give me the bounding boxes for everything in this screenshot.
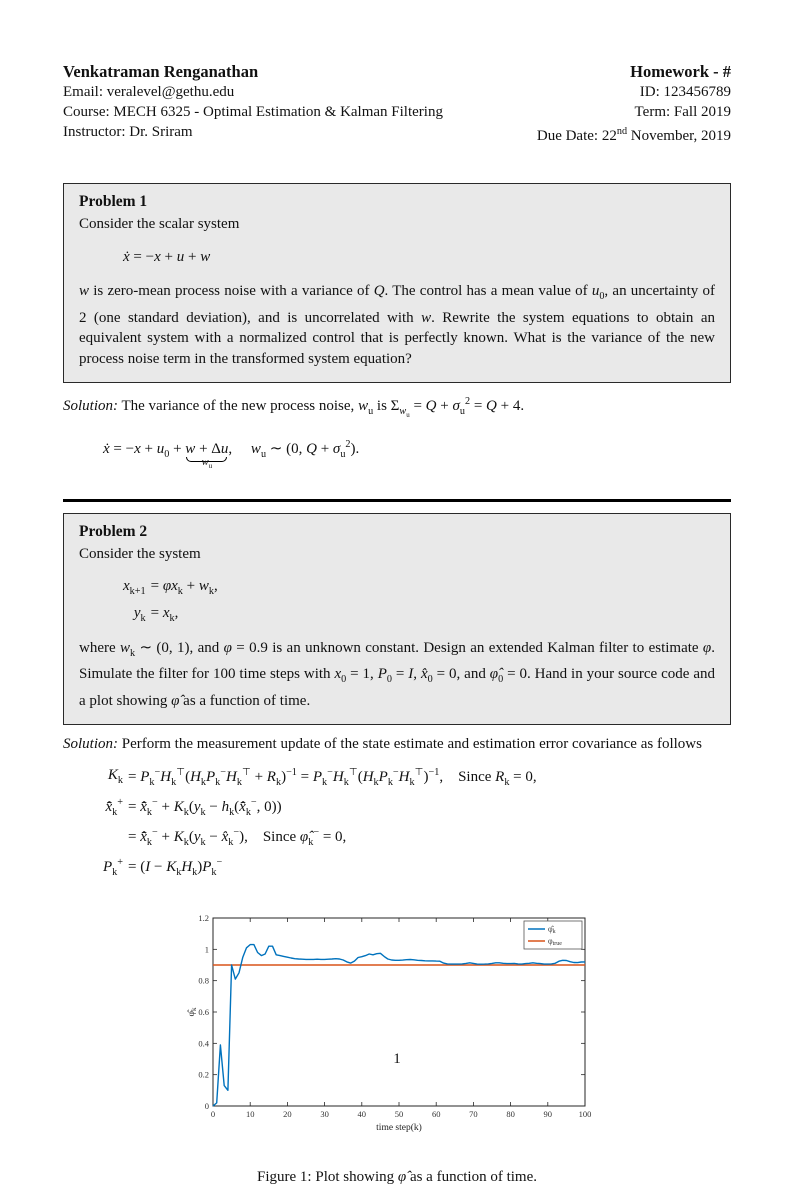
problem-1-body: w is zero-mean process noise with a variance of Q. The control has a mean value of $u_0$, an uncertainty of 2 (one standard deviation), and is uncorrelated with w. Rewrite the system equations to obtain an equivalent system with a normalized control that is perfectly known. What is the variance of the new process noise term in the transformed system equation?: [79, 283, 716, 367]
page-number: 1: [393, 1051, 401, 1067]
author-name: Venkatraman Renganathan: [63, 62, 259, 81]
equation-lhs: $K_k$: [107, 766, 124, 786]
problem-1-title: Problem 1: [79, 193, 148, 210]
svg-text:0.8: 0.8: [198, 975, 209, 986]
course-line: Course: MECH 6325 - Optimal Estimation & Kalman Filtering: [63, 104, 443, 120]
solution-1-label: Solution:: [63, 398, 118, 414]
equation-rhs: = $(I - K_kH_k)P_k^-$: [128, 856, 223, 878]
equation-rhs: = $x̄̂_k^- + K_k(y_k$ − $h_k(x̄̂_k^-$, 0)): [128, 796, 282, 818]
solution-2-equations: [103, 767, 731, 878]
svg-text:0: 0: [204, 1100, 209, 1111]
problem-1-intro: Consider the scalar system: [79, 216, 240, 232]
equation-lhs: $y_k$: [133, 604, 146, 624]
phi-estimate-chart: [185, 908, 609, 1142]
problem-1-box: [63, 183, 731, 383]
svg-text:100: 100: [578, 1108, 592, 1119]
equation-lhs: $x_{k+1}$: [123, 577, 146, 597]
section-divider: [63, 499, 731, 502]
solution-1-equation: ẋ = $-x + u_0 + w + \Delta u$ $w_u$ , $w_u$ ∼ (0, $Q + \sigma_u^2$).: [103, 438, 360, 470]
svg-text:90: 90: [543, 1108, 553, 1119]
svg-text:φ̂k: φ̂k: [548, 924, 556, 935]
svg-text:φ̂k: $\varphî_k$: [187, 1007, 198, 1017]
svg-text:40: 40: [357, 1108, 367, 1119]
solution-2-text: Perform the measurement update of the state estimate and estimation error covariance as follows: [118, 736, 702, 753]
due-date-line: Due Date: 22nd November, 2019: [536, 126, 731, 144]
svg-text:60: 60: [431, 1108, 441, 1119]
term-line: Term: Fall 2019: [634, 104, 731, 120]
equation-rhs: = $\varphi x_k + w_k$,: [150, 577, 218, 597]
problem-2-body: where $w_k$ ∼ (0, 1), and φ = 0.9 is an unknown constant. Design an extended Kalman filter to estimate φ. Simulate the filter for 100 time steps with $x_0 = 1$, $P_0 = I$, $x̂_0 = 0$, and $\varphî_0 = 0$. Hand in your source code and a plot showing φ̂ as a function of time.: [79, 639, 715, 709]
svg-text:10: 10: [245, 1108, 255, 1119]
problem-2-box: [63, 513, 731, 726]
figure-1: [63, 908, 731, 1186]
header: [63, 62, 731, 146]
svg-text:80: 80: [506, 1108, 515, 1119]
homework-title: Homework - #: [630, 62, 731, 81]
equation-rhs: = $P_k^-H_k^⊤(H_kP_k^-H_k^⊤ + R_k)^{-1} = P_k^-H_k^⊤(H_kP_k^-H_k^⊤)^{-1}$, Since $R_k = 0$,: [128, 766, 537, 788]
solution-2-paragraph: [63, 734, 731, 755]
svg-text:20: 20: [283, 1108, 292, 1119]
equation-lhs: $P_k^+$: [103, 856, 124, 878]
equation-rhs: = $x̄̂_k^- + K_k(y_k$ − $x̂_k^-$), Since $\varphî_k^- = 0$,: [128, 826, 347, 848]
problem-2-intro: Consider the system: [79, 545, 201, 562]
problem-2-title: Problem 2: [79, 522, 148, 540]
instructor-line: Instructor: Dr. Sriram: [63, 124, 193, 140]
header-right: [537, 62, 731, 146]
svg-text:0.6: 0.6: [198, 1006, 209, 1017]
svg-text:0: 0: [210, 1108, 216, 1119]
figure-1-caption: Figure 1: Plot showing φ̂ as a function of time.: [257, 1168, 537, 1185]
header-left: [63, 62, 443, 146]
equation-lhs: [103, 827, 123, 848]
svg-text:0.4: 0.4: [198, 1037, 209, 1048]
solution-2-label: Solution:: [63, 736, 118, 753]
svg-text:30: 30: [320, 1108, 329, 1119]
problem-2-equations: [123, 578, 715, 624]
problem-1-equation: ẋ = −x + u + w: [123, 249, 211, 265]
author-email: Email: veralevel@gethu.edu: [63, 84, 235, 100]
svg-text:1.2: 1.2: [198, 912, 209, 923]
svg-text:0.2: 0.2: [198, 1069, 209, 1080]
svg-text:φtrue: φtrue: [548, 936, 562, 947]
equation-rhs: = $x_k$,: [150, 604, 179, 624]
student-id: ID: 123456789: [639, 84, 731, 100]
svg-text:time step(k): time step(k): [376, 1122, 422, 1133]
equation-lhs: $x̄̂_k^+$: [105, 796, 124, 818]
solution-1-paragraph: [63, 392, 731, 427]
svg-text:50: 50: [394, 1108, 404, 1119]
solution-1-text: The variance of the new process noise, $w_u$ is $\Sigma_{w_u} = Q + \sigma_u^2 = Q + 4$.: [118, 396, 525, 420]
svg-text:70: 70: [469, 1108, 478, 1119]
svg-text:1: 1: [204, 943, 209, 954]
